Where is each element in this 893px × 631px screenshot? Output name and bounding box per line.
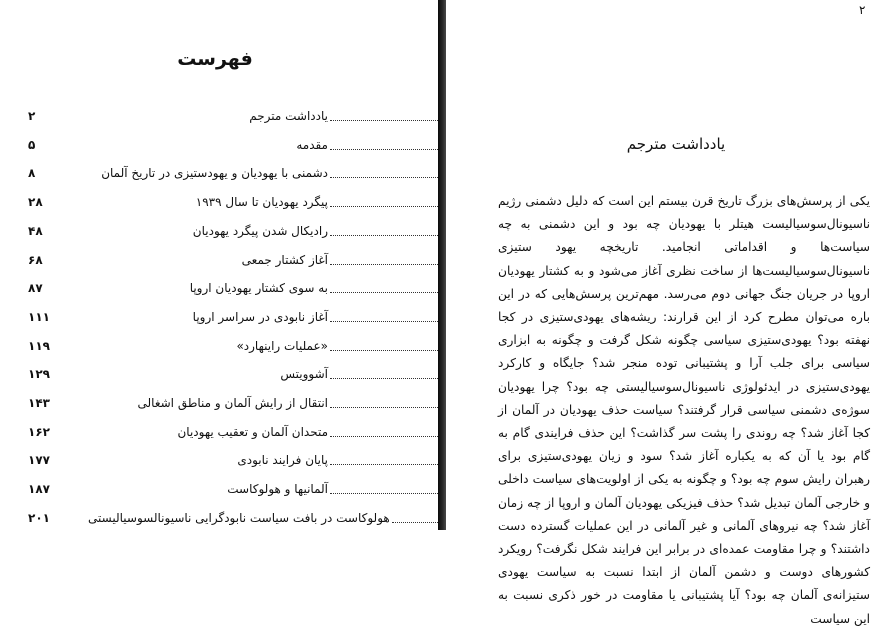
toc-entry-title: آلمانیها و هولوکاست [227,482,328,497]
toc-entry[interactable] [28,423,440,445]
toc-title: فهرست [177,48,253,70]
toc-page-number: ۸ [28,166,36,181]
toc-entry[interactable] [28,193,440,215]
toc-page-number: ۶۸ [28,252,43,267]
toc-page-number: ۲۸ [28,195,43,210]
body-paragraph: یکی از پرسش‌های بزرگ تاریخ قرن بیستم این است که دلیل دشمنی رژیم ناسیونال‌سوسیالیست هیتلر با یهودیان چه بود و این دشمنی به چه سیاست‌ها و اقداماتی انجامید. تاریخچه یهود ستیزی ناسیونال‌سوسیالیست‌ها از ساخت نظری آغاز می‌شود و به کشتار یهودیان اروپا در جریان جنگ جهانی دوم می‌رسد. مهم‌ترین پرسش‌هایی که در این باره می‌توان مطرح کرد از این قرارند: ریشه‌های یهودی‌ستیزی در کجا نهفته بود؟ یهودی‌ستیزی سیاسی چگونه شکل گرفت و چگونه به ابزاری سیاسی برای جلب آرا و پشتیبانی توده منجر شد؟ جایگاه و کارکرد یهودی‌ستیزی در ایدئولوژی ناسیونال‌سوسیالیستی چه بود؟ چرا یهودیان سوژه‌ی دشمنی سیاسی قرار گرفتند؟ سیاست حذف یهودیان در آلمان از کجا آغاز شد؟ چه روندی را پشت سر گذاشت؟ این حذف فرایندی گام به گام بود یا آن که به یکباره آغاز شد؟ سود و زیان یهودی‌ستیزی برای رهبران رایش سوم چه بود؟ و چگونه به یکی از اولویت‌های سیاست داخلی و خارجی آلمان تبدیل شد؟ حذف فیزیکی یهودیان آلمان و اروپا از چه زمان آغاز شد؟ چه نیروهای آلمانی و غیر آلمانی در این عملیات گسترده دست داشتند؟ و چرا مقاومت عمده‌ای در برابر این فرایند شکل نگرفت؟ رویکرد کشورهای دوست و دشمن آلمان از ابتدا نسبت به سیاست یهودی ستیزانه‌ی آلمان چه بود؟ آیا پشتیبانی یا مقاومت در خور ذکری نسبت به این سیاست [498,194,870,626]
toc-entry[interactable] [28,107,440,129]
body-text [498,190,870,631]
toc-leader-dots [330,120,438,121]
toc-entry-title: پایان فرایند نابودی [237,453,328,468]
toc-leader-dots [330,350,438,351]
book-gutter [438,0,446,530]
toc-page-number: ۱۷۷ [28,453,50,468]
toc-entry[interactable] [28,136,440,158]
toc-entry-title: «عملیات راینهارد» [236,338,328,353]
toc-entry-title: آغاز نابودی در سراسر اروپا [192,309,328,324]
toc-leader-dots [330,292,438,293]
toc-entry[interactable] [28,164,440,186]
text-page [446,0,893,626]
toc-entry-title: رادیکال شدن پیگرد یهودیان [192,223,328,238]
toc-entry[interactable] [28,480,440,502]
toc-leader-dots [330,378,438,379]
toc-entry-title: مقدمه [296,137,328,152]
toc-page-number: ۵ [28,137,36,152]
toc-leader-dots [330,264,438,265]
toc-entry[interactable] [28,365,440,387]
toc-leader-dots [330,206,438,207]
toc-page-number: ۱۱۱ [28,309,50,324]
toc-entry[interactable] [28,337,440,359]
toc-page-number: ۱۶۲ [28,424,50,439]
toc-page [0,0,438,530]
toc-entry-title: متحدان آلمان و تعقیب یهودیان [177,424,328,439]
toc-page-number: ۴۸ [28,223,43,238]
toc-entry-title: یادداشت مترجم [249,109,328,123]
toc-entry-title: آغاز کشتار جمعی [241,252,328,267]
toc-entry[interactable] [28,394,440,416]
toc-entry-title: به سوی کشتار یهودیان اروپا [189,281,328,296]
toc-entry-title: دشمنی با یهودیان و یهودستیزی در تاریخ آلمان [101,166,328,181]
toc-entry[interactable] [28,509,440,531]
toc-leader-dots [330,149,438,150]
toc-leader-dots [330,321,438,322]
toc-entry[interactable] [28,308,440,330]
chapter-title: یادداشت مترجم [626,135,726,153]
page-number: ۲ [859,3,866,17]
toc-leader-dots [330,464,438,465]
toc-leader-dots [330,177,438,178]
toc-page-number: ۱۸۷ [28,482,50,497]
toc-leader-dots [330,493,438,494]
toc-entry[interactable] [28,279,440,301]
toc-entry-title: هولوکاست در بافت سیاست نابودگرایی ناسیونالسوسیالیستی [88,510,390,525]
toc-entry[interactable] [28,251,440,273]
toc-page-number: ۱۱۹ [28,338,50,353]
toc-entry-title: پیگرد یهودیان تا سال ۱۹۳۹ [195,195,328,210]
toc-page-number: ۱۴۳ [28,396,50,410]
toc-leader-dots [330,436,438,437]
toc-entry[interactable] [28,451,440,473]
toc-entry-title: آشوویتس [280,367,328,382]
toc-entry-title: انتقال از رایش آلمان و مناطق اشغالی [137,396,328,410]
toc-page-number: ۲۰۱ [28,510,50,525]
toc-leader-dots [330,235,438,236]
toc-page-number: ۲ [28,109,36,123]
toc-entry[interactable] [28,222,440,244]
toc-page-number: ۸۷ [28,281,43,296]
toc-page-number: ۱۲۹ [28,367,50,382]
toc-leader-dots [392,522,438,523]
toc-leader-dots [330,407,438,408]
